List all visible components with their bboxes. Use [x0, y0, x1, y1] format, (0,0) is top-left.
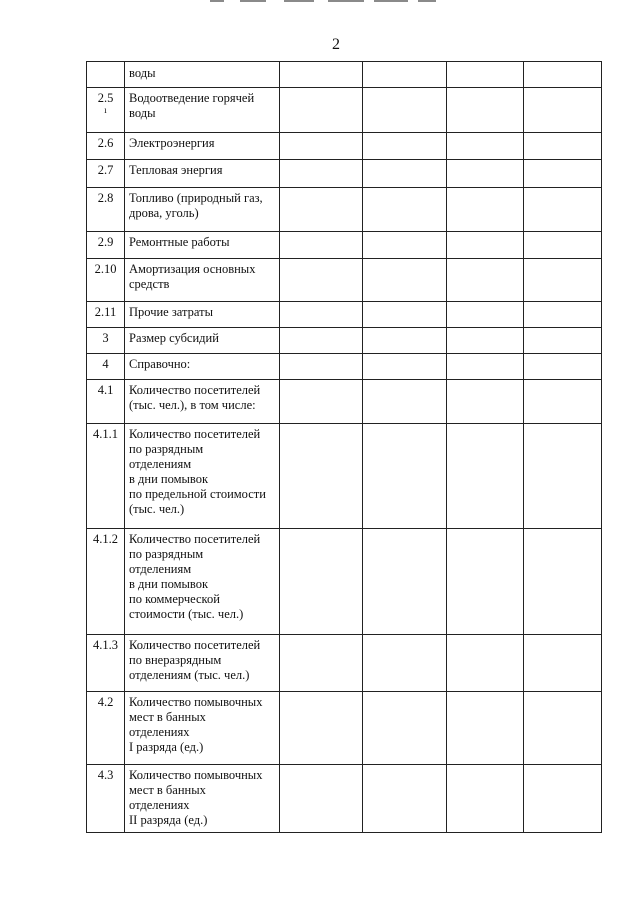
row-number-cell [87, 692, 125, 765]
value-cell-2 [363, 88, 447, 133]
value-cell-1 [280, 302, 363, 328]
table-row [87, 328, 602, 354]
row-name: Топливо (природный газ, дрова, уголь) [129, 191, 263, 220]
row-number: 4.1.3 [93, 638, 118, 652]
value-cell-2 [363, 232, 447, 259]
value-cell-4 [524, 354, 602, 380]
row-number-cell [87, 328, 125, 354]
row-number: 2.5 [97, 91, 114, 105]
row-name-cell [125, 188, 280, 232]
row-number: 2.8 [97, 191, 114, 205]
table-row [87, 88, 602, 133]
row-name-cell [125, 765, 280, 833]
value-cell-1 [280, 62, 363, 88]
row-name: Прочие затраты [129, 305, 213, 319]
row-number: 2.6 [97, 136, 114, 150]
row-number-cell [87, 62, 125, 88]
table-row [87, 302, 602, 328]
value-cell-1 [280, 765, 363, 833]
row-name: Справочно: [129, 357, 191, 371]
value-cell-1 [280, 259, 363, 302]
value-cell-4 [524, 692, 602, 765]
row-name: Количество посетителей по разрядным отделениям в дни помывок по коммерческой стоимости (тыс. чел.) [129, 532, 261, 621]
table-row [87, 635, 602, 692]
value-cell-3 [447, 765, 524, 833]
value-cell-2 [363, 160, 447, 188]
table-body [87, 62, 602, 833]
row-name-cell [125, 424, 280, 529]
table-row [87, 424, 602, 529]
value-cell-3 [447, 328, 524, 354]
value-cell-1 [280, 424, 363, 529]
value-cell-4 [524, 133, 602, 160]
row-number-cell [87, 765, 125, 833]
row-name-cell [125, 354, 280, 380]
row-name: Амортизация основных средств [129, 262, 256, 291]
value-cell-3 [447, 259, 524, 302]
row-name: Размер субсидий [129, 331, 219, 345]
table-row [87, 529, 602, 635]
value-cell-4 [524, 188, 602, 232]
row-number-mark: ı [104, 105, 107, 115]
table-row [87, 133, 602, 160]
row-number: 3 [102, 331, 109, 345]
value-cell-4 [524, 259, 602, 302]
row-number: 4.2 [97, 695, 114, 709]
row-name: Ремонтные работы [129, 235, 230, 249]
value-cell-2 [363, 188, 447, 232]
value-cell-2 [363, 692, 447, 765]
row-number-cell [87, 188, 125, 232]
value-cell-3 [447, 380, 524, 424]
row-number-cell [87, 424, 125, 529]
value-cell-4 [524, 62, 602, 88]
row-name: Количество посетителей по разрядным отделениям в дни помывок по предельной стоимости (тыс. чел.) [129, 427, 266, 516]
row-number-cell [87, 259, 125, 302]
table-row [87, 692, 602, 765]
value-cell-2 [363, 133, 447, 160]
value-cell-2 [363, 302, 447, 328]
value-cell-4 [524, 765, 602, 833]
row-name-cell [125, 380, 280, 424]
row-name-cell [125, 529, 280, 635]
row-number-cell [87, 160, 125, 188]
value-cell-2 [363, 354, 447, 380]
value-cell-3 [447, 188, 524, 232]
row-name-cell [125, 692, 280, 765]
value-cell-1 [280, 133, 363, 160]
value-cell-3 [447, 692, 524, 765]
row-name-cell [125, 302, 280, 328]
value-cell-4 [524, 88, 602, 133]
row-number: 4.3 [97, 768, 114, 782]
value-cell-3 [447, 88, 524, 133]
value-cell-1 [280, 529, 363, 635]
value-cell-3 [447, 529, 524, 635]
row-number-cell [87, 529, 125, 635]
value-cell-4 [524, 635, 602, 692]
value-cell-2 [363, 62, 447, 88]
row-number-cell [87, 635, 125, 692]
value-cell-1 [280, 635, 363, 692]
table-row [87, 380, 602, 424]
value-cell-4 [524, 160, 602, 188]
row-name: Тепловая энергия [129, 163, 223, 177]
scan-artifact-top [210, 0, 440, 3]
row-number: 2.10 [94, 262, 117, 276]
row-name-cell [125, 160, 280, 188]
value-cell-3 [447, 354, 524, 380]
value-cell-3 [447, 424, 524, 529]
value-cell-4 [524, 529, 602, 635]
table-row [87, 160, 602, 188]
row-number: 2.7 [97, 163, 114, 177]
row-number-cell [87, 133, 125, 160]
row-number: 4.1.2 [93, 532, 118, 546]
value-cell-2 [363, 328, 447, 354]
page-number: 2 [332, 36, 340, 53]
row-number-cell [87, 380, 125, 424]
value-cell-2 [363, 529, 447, 635]
row-name-cell [125, 88, 280, 133]
row-name-cell [125, 328, 280, 354]
row-name-cell [125, 62, 280, 88]
value-cell-4 [524, 380, 602, 424]
value-cell-4 [524, 302, 602, 328]
row-number-cell [87, 302, 125, 328]
row-name: Электроэнергия [129, 136, 215, 150]
row-number-cell [87, 232, 125, 259]
row-number: 4.1.1 [93, 427, 118, 441]
table-row [87, 354, 602, 380]
value-cell-2 [363, 635, 447, 692]
value-cell-3 [447, 62, 524, 88]
value-cell-4 [524, 328, 602, 354]
value-cell-1 [280, 88, 363, 133]
value-cell-1 [280, 354, 363, 380]
value-cell-2 [363, 380, 447, 424]
row-name: Количество помывочных мест в банных отделениях I разряда (ед.) [129, 695, 263, 754]
value-cell-3 [447, 232, 524, 259]
value-cell-3 [447, 635, 524, 692]
data-table [86, 61, 602, 833]
value-cell-3 [447, 302, 524, 328]
row-name: Количество посетителей (тыс. чел.), в том числе: [129, 383, 261, 412]
value-cell-1 [280, 160, 363, 188]
row-name: Водоотведение горячей воды [129, 91, 255, 120]
row-name: Количество помывочных мест в банных отделениях II разряда (ед.) [129, 768, 263, 827]
value-cell-1 [280, 328, 363, 354]
value-cell-2 [363, 424, 447, 529]
row-number-cell [87, 88, 125, 133]
row-name-cell [125, 259, 280, 302]
table-row [87, 188, 602, 232]
row-number: 4.1 [97, 383, 114, 397]
value-cell-3 [447, 160, 524, 188]
row-number: 4 [102, 357, 109, 371]
table-row [87, 765, 602, 833]
row-name-cell [125, 133, 280, 160]
value-cell-4 [524, 232, 602, 259]
table-row [87, 62, 602, 88]
value-cell-2 [363, 259, 447, 302]
table-row [87, 259, 602, 302]
value-cell-1 [280, 232, 363, 259]
value-cell-2 [363, 765, 447, 833]
row-number: 2.11 [94, 305, 117, 319]
value-cell-4 [524, 424, 602, 529]
row-name-cell [125, 232, 280, 259]
table-row [87, 232, 602, 259]
value-cell-1 [280, 692, 363, 765]
row-number-cell [87, 354, 125, 380]
value-cell-1 [280, 188, 363, 232]
row-name: воды [129, 66, 156, 80]
row-name-cell [125, 635, 280, 692]
row-name: Количество посетителей по внеразрядным отделениям (тыс. чел.) [129, 638, 261, 682]
value-cell-3 [447, 133, 524, 160]
row-number: 2.9 [97, 235, 114, 249]
value-cell-1 [280, 380, 363, 424]
